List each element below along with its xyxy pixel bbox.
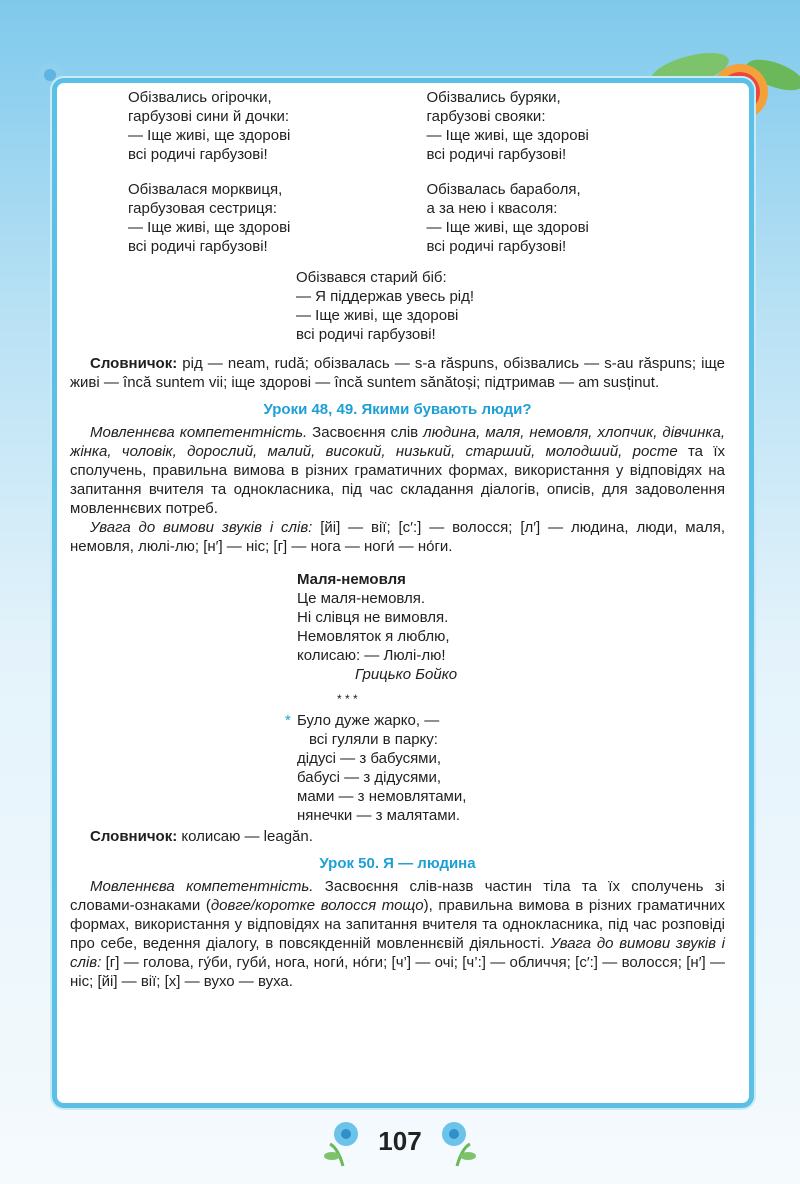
poem-line: Немовляток я люблю,: [297, 628, 450, 645]
poem-line: гарбузові свояки:: [426, 108, 546, 125]
poem-line: Ні слівця не вимовля.: [297, 609, 449, 626]
stanza-bean: [296, 268, 725, 344]
poem-right-column: [427, 88, 726, 272]
poem-line: Обізвався старий біб:: [296, 269, 447, 286]
poem-line: — Я піддержав увесь рід!: [296, 288, 475, 305]
left-flower-icon: [318, 1118, 368, 1168]
stanza-carrot: [128, 180, 427, 256]
vocabulary-text: колисаю — leagăn.: [177, 828, 313, 845]
poem-line: гарбузові сини й дочки:: [128, 108, 290, 125]
poem-line: всі гуляли в парку:: [309, 731, 438, 748]
vocabulary-2: [70, 827, 725, 846]
poem-line: а за нею і квасоля:: [426, 200, 558, 217]
poem-line: всі родичі гарбузові!: [296, 326, 436, 343]
poem-line: Обізвалась бараболя,: [426, 181, 581, 198]
text: [йі] — вії; [с′:] — волосся; [л′] — людина, люди, маля, немовля, люлі-лю; [н′] — ніс; [г] — нога — ноги́ — но́ги.: [70, 519, 725, 555]
section-divider-stars: * * *: [337, 692, 358, 706]
poem-line: Це маля-немовля.: [297, 590, 426, 607]
poem-line: — Іще живі, ще здорові: [296, 307, 459, 324]
lesson-heading-48-49: Уроки 48, 49. Якими бувають люди?: [263, 401, 532, 418]
poem-line: Було дуже жарко, —: [297, 712, 440, 729]
poem-malya-nemovlya: [285, 570, 725, 825]
vocabulary-label: Словничок:: [90, 355, 178, 372]
poem-line: гарбузовая сестриця:: [128, 200, 277, 217]
competence-paragraph-2: [70, 877, 725, 991]
competence-paragraph-1: [70, 423, 725, 518]
lesson-heading-50: Урок 50. Я — людина: [319, 855, 476, 872]
poem-line: Обізвались огірочки,: [128, 89, 272, 106]
italic-label: Мовленнєва компетентність.: [90, 424, 308, 441]
text: та їх сполучень, правильна вимова в різних граматичних формах, використання у відповідях на запитання вчителя та однокласника, під час складання діалогів, описів, для задоволення мовленнєвих потреб.: [70, 443, 725, 517]
poem-columns: [128, 88, 725, 272]
poem-line: нянечки — з малятами.: [297, 807, 461, 824]
poem-line: колисаю: — Люлі-лю!: [297, 647, 446, 664]
text: [г] — голова, гу́би, губи́, нога, ноги́, но́ги; [ч’] — очі; [ч’:] — обличчя; [с′:] — волосся; [н′] — ніс; [йі] — вії; [х] — вухо — вуха.: [70, 954, 725, 990]
poem-author: Грицько Бойко: [355, 666, 458, 683]
stanza-potato: [427, 180, 726, 256]
italic-label: Увага до вимови звуків і слів:: [70, 935, 725, 971]
italic-words: людина, маля, немовля, хлопчик, дівчинка, жінка, чоловік, дорослий, малий, високий, низький, старший, молодший, росте: [70, 424, 725, 460]
poem-line: — Іще живі, ще здорові: [128, 127, 291, 144]
pronunciation-paragraph-1: [70, 518, 725, 556]
text: ), правильна вимова в різних граматичних формах, використання у відповідях на запитання вчителя та однокласника, під час розповіді про себе, ведення діалогу, в повсякденній мовленнєвій діяльності.: [70, 897, 726, 952]
stanza-cucumbers: [128, 88, 427, 164]
poem-line: Обізвались буряки,: [426, 89, 561, 106]
italic-words: довге/коротке волосся тощо: [210, 897, 424, 914]
right-flower-icon: [432, 1118, 482, 1168]
italic-label: Мовленнєва компетентність.: [90, 878, 314, 895]
poem-line: всі родичі гарбузові!: [128, 238, 268, 255]
star-mark: *: [285, 712, 291, 729]
text: Засвоєння слів: [307, 424, 424, 441]
poem-line: всі родичі гарбузові!: [426, 146, 567, 163]
poem-line: — Іще живі, ще здорові: [426, 127, 589, 144]
poem-line: Обізвалася морквиця,: [128, 181, 283, 198]
poem-title: Маля-немовля: [297, 571, 406, 588]
page-content: [70, 88, 725, 991]
poem-line: — Іще живі, ще здорові: [426, 219, 589, 236]
page-number: 107: [378, 1126, 422, 1156]
poem-left-column: [128, 88, 427, 272]
stanza-beets: [427, 88, 726, 164]
vocabulary-text: рід — neam, rudă; обізвалась — s-a răspuns, обізвались — s-au răspuns; іще живі — încă suntem vii; іще здорові — încă suntem sănătoși; підтримав — am susținut.: [70, 355, 725, 391]
italic-label: Увага до вимови звуків і слів:: [90, 519, 313, 536]
vocabulary-label: Словничок:: [90, 828, 178, 845]
poem-line: мами — з немовлятами,: [297, 788, 467, 805]
poem-line: бабусі — з дідусями,: [297, 769, 442, 786]
poem-line: всі родичі гарбузові!: [426, 238, 567, 255]
poem-line: всі родичі гарбузові!: [128, 146, 268, 163]
vocabulary-1: [70, 354, 725, 392]
poem-line: дідусі — з бабусями,: [297, 750, 442, 767]
text: Засвоєння слів-назв частин тіла та їх сполучень зі словами-ознаками (: [70, 878, 725, 914]
poem-line: — Іще живі, ще здорові: [128, 219, 291, 236]
